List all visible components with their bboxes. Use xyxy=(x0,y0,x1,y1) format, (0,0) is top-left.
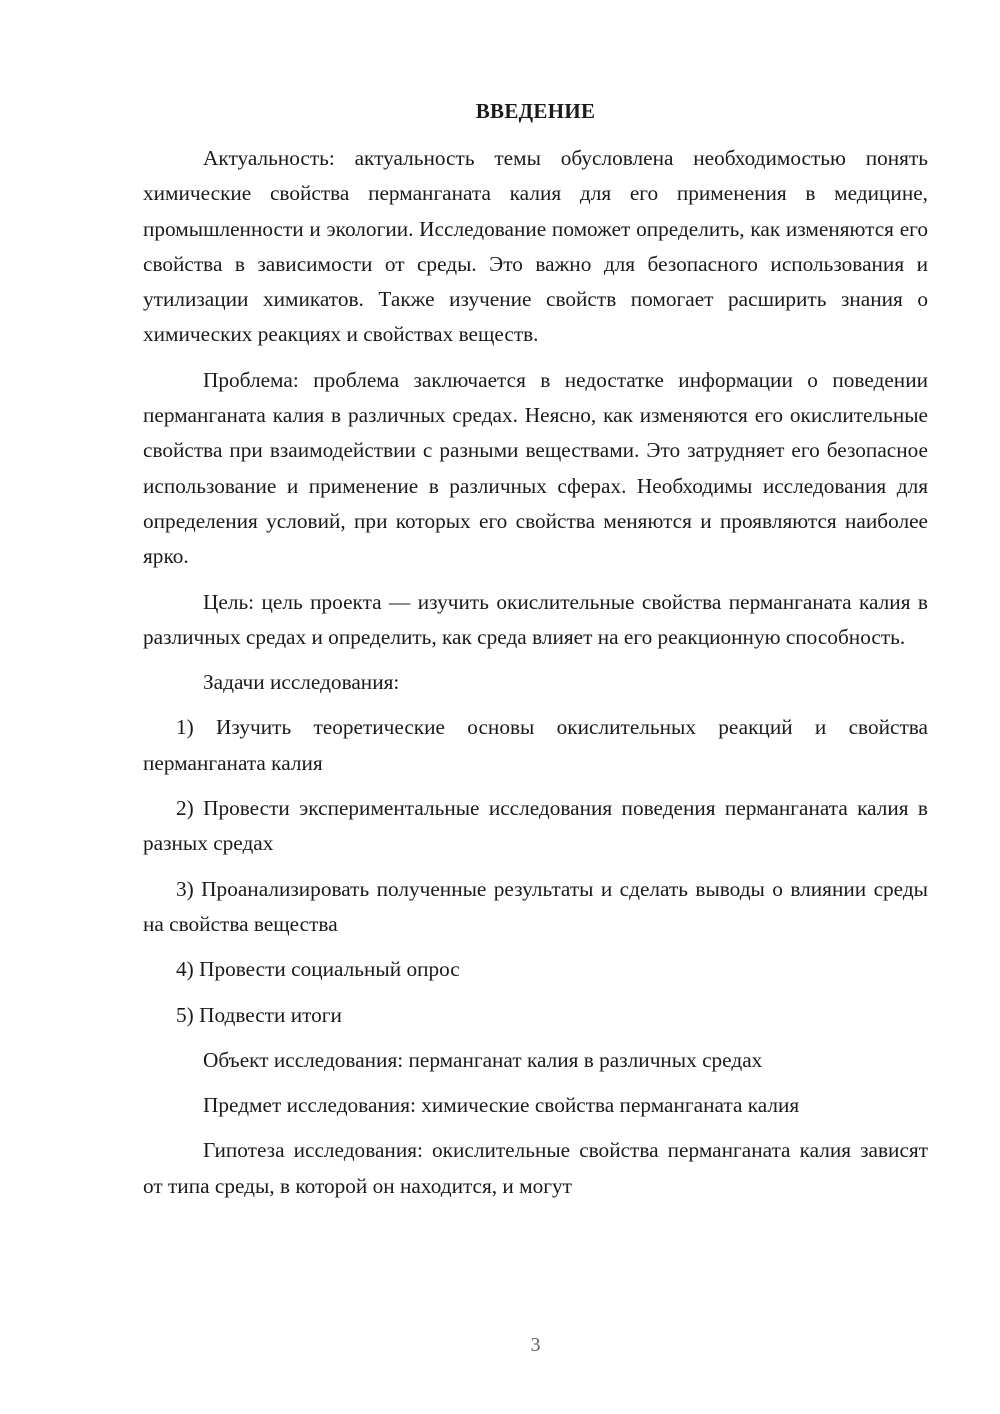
task-item-1: 1) Изучить теоретические основы окислительных реакций и свойства перманганата калия xyxy=(143,715,928,775)
paragraph-hypothesis: Гипотеза исследования: окислительные свойства перманганата калия зависят от типа среды, в которой он находится, и могут xyxy=(143,1138,928,1198)
tasks-heading: Задачи исследования: xyxy=(203,670,400,695)
document-page xyxy=(143,0,928,1414)
paragraph-object: Объект исследования: перманганат калия в различных средах xyxy=(203,1047,763,1072)
task-item-5: 5) Подвести итоги xyxy=(176,1002,342,1027)
document-body xyxy=(143,141,928,1204)
paragraph-goal: Цель: цель проекта — изучить окислительные свойства перманганата калия в различных средах и определить, как среда влияет на его реакционную способность. xyxy=(143,589,928,649)
paragraph-relevance: Актуальность: актуальность темы обусловлена необходимостью понять химические свойства перманганата калия для его применения в медицине, промышленности и экологии. Исследование поможет определить, как изменяются его свойства в зависимости от среды. Это важно для безопасного использования и утилизации химикатов. Также изучение свойств помогает расширить знания о химических реакциях и свойствах веществ. xyxy=(143,146,928,347)
page-number: 3 xyxy=(530,1334,541,1356)
page-title: ВВЕДЕНИЕ xyxy=(475,99,596,123)
task-item-4: 4) Провести социальный опрос xyxy=(176,957,460,982)
task-item-2: 2) Провести экспериментальные исследования поведения перманганата калия в разных средах xyxy=(143,796,928,856)
task-item-3: 3) Проанализировать полученные результаты и сделать выводы о влиянии среды на свойства вещества xyxy=(143,876,928,936)
paragraph-problem: Проблема: проблема заключается в недостатке информации о поведении перманганата калия в различных средах. Неясно, как изменяются его окислительные свойства при взаимодействии с разными веществами. Это затрудняет его безопасное использование и применение в различных сферах. Необходимы исследования для определения условий, при которых его свойства меняются и проявляются наиболее ярко. xyxy=(143,367,928,569)
paragraph-subject: Предмет исследования: химические свойства перманганата калия xyxy=(203,1093,800,1118)
